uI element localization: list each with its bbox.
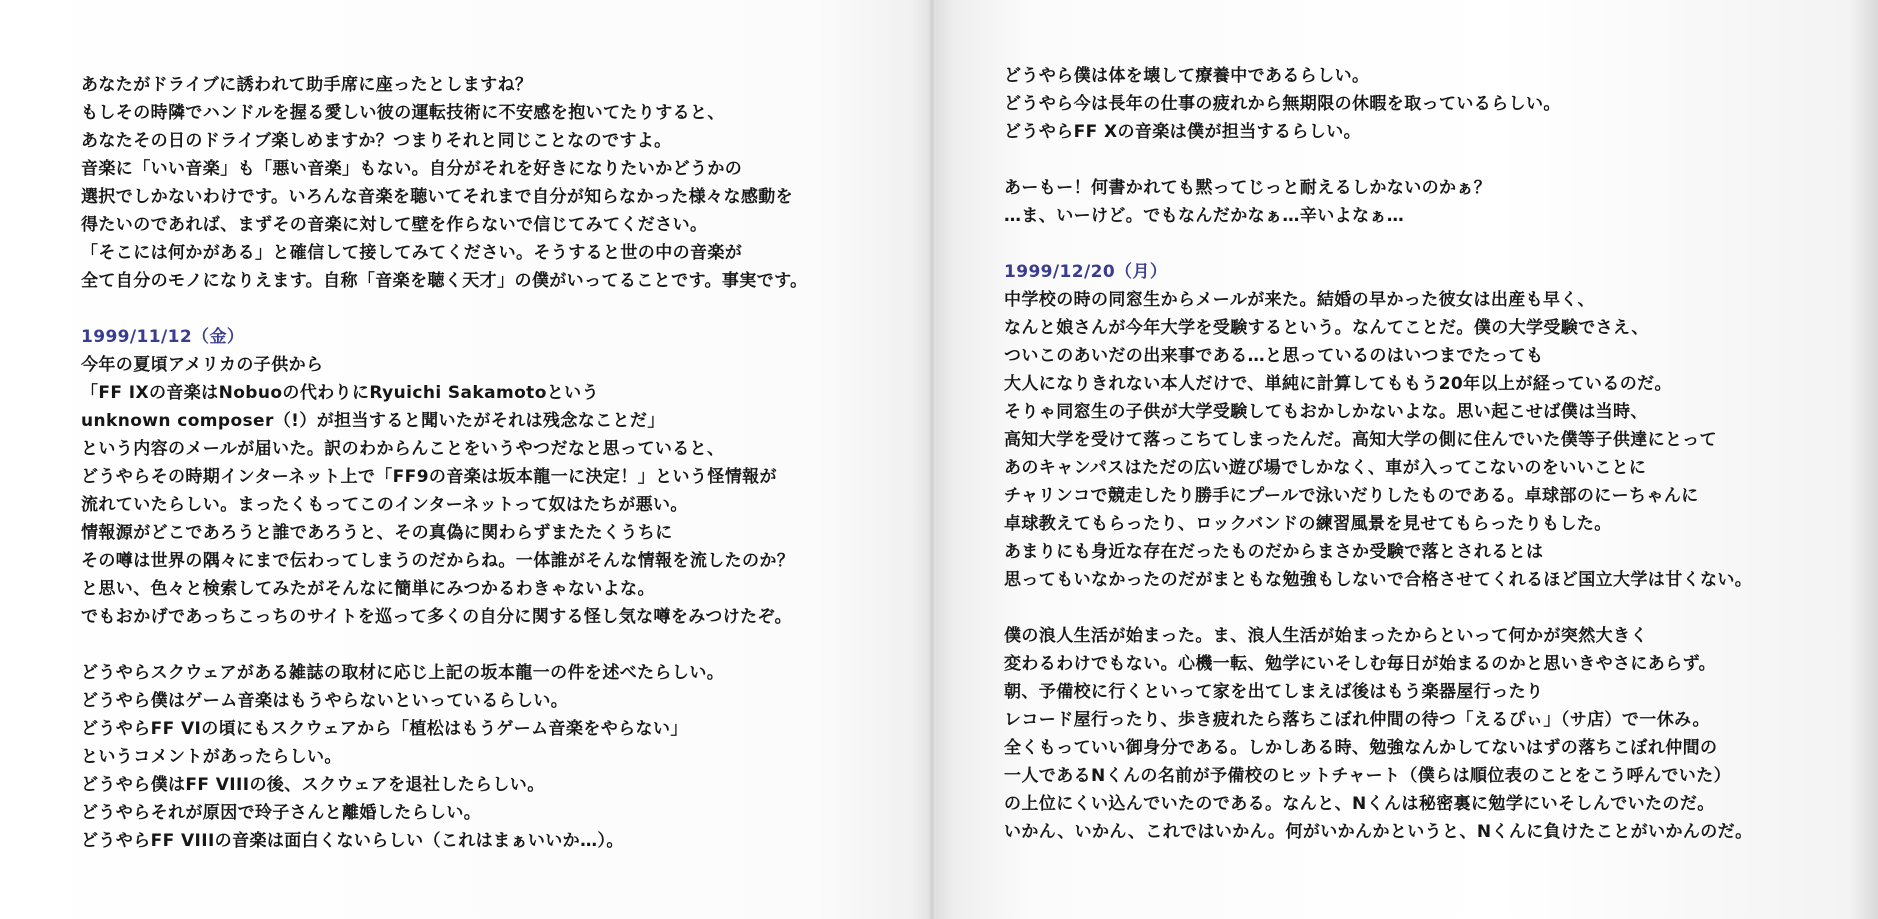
paragraph-gap <box>81 631 921 659</box>
paragraph-gap <box>81 295 921 323</box>
text-line: あなたがドライブに誘われて助手席に座ったとしますね？ <box>81 75 533 95</box>
entry-paragraph <box>1004 62 1854 146</box>
entry-paragraph <box>1004 622 1854 846</box>
text-line: 大人になりきれない本人だけで、単純に計算してももう20年以上が経っているのだ。 <box>1004 374 1672 394</box>
text-line: 変わるわけでもない。心機一転、勉学にいそしむ毎日が始まるのかと思いきやさにあらず。 <box>1004 654 1717 674</box>
text-line: unknown composer（!）が担当すると聞いたがそれは残念なことだ」 <box>81 411 665 431</box>
text-line: というコメントがあったらしい。 <box>81 747 342 767</box>
text-line: 高知大学を受けて落っこちてしまったんだ。高知大学の側に住んでいた僕等子供達にとって <box>1004 430 1717 450</box>
text-line: 一人であるNくんの名前が予備校のヒットチャート（僕らは順位表のことをこう呼んでいた） <box>1004 766 1732 786</box>
entry-paragraph <box>81 659 921 855</box>
text-line: どうやら僕はゲーム音楽はもうやらないといっているらしい。 <box>81 691 569 711</box>
text-line: 朝、予備校に行くといって家を出てしまえば後はもう楽器屋行ったり <box>1004 682 1544 702</box>
entry-paragraph <box>1004 286 1854 594</box>
entry-date-heading: 1999/12/20（月） <box>1004 262 1168 282</box>
intro-paragraph <box>81 71 921 295</box>
text-line: でもおかげであっちこっちのサイトを巡って多くの自分に関する怪し気な噂をみつけたぞ。 <box>81 607 793 627</box>
paragraph-gap <box>1004 230 1854 258</box>
text-line: チャリンコで競走したり勝手にプールで泳いだりしたものである。卓球部のにーちゃんに <box>1004 486 1699 506</box>
text-line: 思ってもいなかったのだがまともな勉強もしないで合格させてくれるほど国立大学は甘くない。 <box>1004 570 1753 590</box>
text-line: 得たいのであれば、まずその音楽に対して壁を作らないで信じてみてください。 <box>81 215 708 235</box>
text-line: の上位にくい込んでいたのである。なんと、Nくんは秘密裏に勉学にいそしんでいたのだ。 <box>1004 794 1715 814</box>
text-line: 「FF IXの音楽はNobuoの代わりにRyuichi Sakamotoという <box>81 383 599 403</box>
paragraph-gap <box>1004 146 1854 174</box>
text-line: あまりにも身近な存在だったものだからまさか受験で落とされるとは <box>1004 542 1544 562</box>
paragraph-gap <box>1004 594 1854 622</box>
entry-paragraph <box>81 351 921 631</box>
text-line: どうやら今は長年の仕事の疲れから無期限の休暇を取っているらしい。 <box>1004 94 1561 114</box>
text-line: レコード屋行ったり、歩き疲れたら落ちこぼれ仲間の待つ「えるぴぃ」（サ店）で一休み。 <box>1004 710 1710 730</box>
text-line: 「そこには何かがある」と確信して接してみてください。そうすると世の中の音楽が <box>81 243 743 263</box>
entry-date-heading: 1999/11/12（金） <box>81 327 245 347</box>
text-line: あーもー！何書かれても黙ってじっと耐えるしかないのかぁ？ <box>1004 178 1492 198</box>
text-line: 情報源がどこであろうと誰であろうと、その真偽に関わらずまたたくうちに <box>81 523 673 543</box>
text-line: どうやら僕は体を壊して療養中であるらしい。 <box>1004 66 1370 86</box>
text-line: という内容のメールが届いた。訳のわからんことをいうやつだなと思っていると、 <box>81 439 725 459</box>
text-line: いかん、いかん、これではいかん。何がいかんかというと、Nくんに負けたことがいかんのだ。 <box>1004 822 1753 842</box>
text-line: どうやらその時期インターネット上で「FF9の音楽は坂本龍一に決定！」という怪情報が <box>81 467 777 487</box>
text-line: その噂は世界の隅々にまで伝わってしまうのだからね。一体誰がそんな情報を流したのか？ <box>81 551 795 571</box>
text-line: あなたその日のドライブ楽しめますか？つまりそれと同じことなのですよ。 <box>81 131 672 151</box>
text-line: 選択でしかないわけです。いろんな音楽を聴いてそれまで自分が知らなかった様々な感動を <box>81 187 794 207</box>
text-line: どうやらそれが原因で玲子さんと離婚したらしい。 <box>81 803 482 823</box>
text-line: どうやら僕はFF VIIIの後、スクウェアを退社したらしい。 <box>81 775 545 795</box>
right-page-text <box>1004 62 1854 846</box>
text-line: どうやらスクウェアがある雑誌の取材に応じ上記の坂本龍一の件を述べたらしい。 <box>81 663 725 683</box>
text-line: 今年の夏頃アメリカの子供から <box>81 355 324 375</box>
text-line: …ま、いーけど。でもなんだかなぁ…辛いよなぁ… <box>1004 206 1405 226</box>
text-line: どうやらFF Xの音楽は僕が担当するらしい。 <box>1004 122 1362 142</box>
text-line: あのキャンパスはただの広い遊び場でしかなく、車が入ってこないのをいいことに <box>1004 458 1647 478</box>
text-line: 音楽に「いい音楽」も「悪い音楽」もない。自分がそれを好きになりたいかどうかの <box>81 159 743 179</box>
text-line: ついこのあいだの出来事である…と思っているのはいつまでたっても <box>1004 346 1544 366</box>
entry-paragraph <box>1004 174 1854 230</box>
text-line: 全て自分のモノになりえます。自称「音楽を聴く天才」の僕がいってることです。事実です。 <box>81 271 808 291</box>
text-line: 中学校の時の同窓生からメールが来た。結婚の早かった彼女は出産も早く、 <box>1004 290 1595 310</box>
left-page-text <box>81 71 921 855</box>
text-line: 僕の浪人生活が始まった。ま、浪人生活が始まったからといって何かが突然大きく <box>1004 626 1648 646</box>
text-line: そりゃ同窓生の子供が大学受験してもおかしかないよな。思い起こせば僕は当時、 <box>1004 402 1648 422</box>
text-line: もしその時隣でハンドルを握る愛しい彼の運転技術に不安感を抱いてたりすると、 <box>81 103 725 123</box>
text-line: 流れていたらしい。まったくもってこのインターネットって奴はたちが悪い。 <box>81 495 688 515</box>
text-line: どうやらFF VIIIの音楽は面白くないらしい（これはまぁいいか…）。 <box>81 831 624 851</box>
text-line: なんと娘さんが今年大学を受験するという。なんてことだ。僕の大学受験でさえ、 <box>1004 318 1649 338</box>
text-line: どうやらFF VIの頃にもスクウェアから「植松はもうゲーム音楽をやらない」 <box>81 719 688 739</box>
text-line: 卓球教えてもらったり、ロックバンドの練習風景を見せてもらったりもした。 <box>1004 514 1612 534</box>
text-line: 全くもっていい御身分である。しかしある時、勉強なんかしてないはずの落ちこぼれ仲間の <box>1004 738 1718 758</box>
book-spine-gutter <box>928 0 936 919</box>
text-line: と思い、色々と検索してみたがそんなに簡単にみつかるわきゃないよな。 <box>81 579 655 599</box>
